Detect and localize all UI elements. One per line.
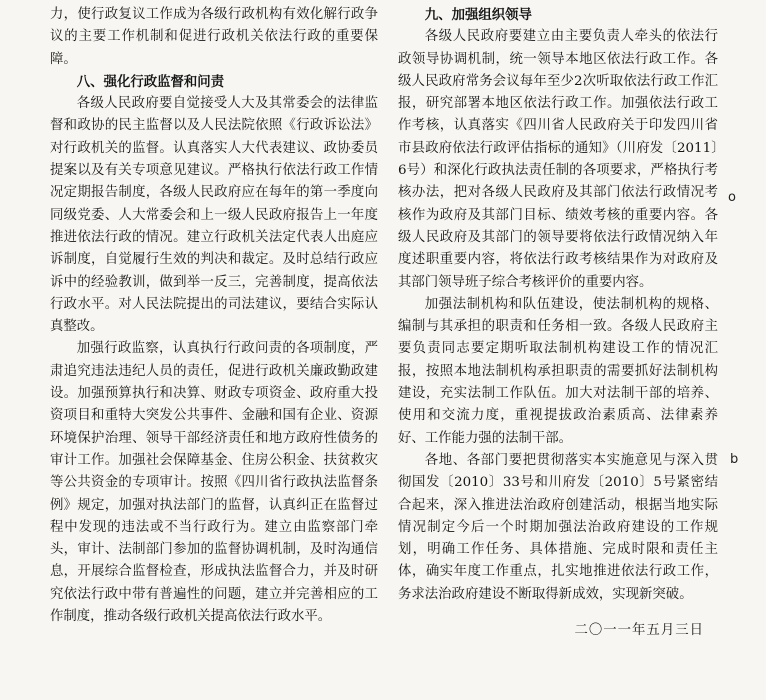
margin-mark: o: [728, 190, 736, 205]
paragraph: 各级人民政府要自觉接受人大及其常委会的法律监督和政协的民主监督以及人民法院依照《行政诉讼法》对行政机关的监督。认真落实人大代表建议、政协委员提案以及有关专项意见建议。严格执行依法行政工作情况定期报告制度，各级人民政府应在每年的第一季度向同级党委、人大常委会和上一级人民政府报告上一年度推进依法行政的情况。建立行政机关法定代表人出庭应诉制度，自觉履行生效的判决和裁定。及时总结行政应诉中的经验教训，做到举一反三，完善制度，提高依法行政水平。对人民法院提出的司法建议，要结合实际认真整改。: [50, 96, 378, 335]
section-heading-8: 八、强化行政监督和问责: [76, 73, 225, 90]
section-heading-9: 九、加强组织领导: [424, 7, 532, 23]
margin-mark: b: [730, 452, 739, 467]
paragraph: 加强法制机构和队伍建设，使法制机构的规格、编制与其承担的职责和任务相一致。各级人民政府主要负责同志要定期听取法制机构建设工作的情况汇报，按照本地法制机构承担职责的需要抓好法制机构建设，充实法制工作队伍。加大对法制干部的培养、使用和交流力度，重视提拔政治素质高、法律素养好、工作能力强的法制干部。: [398, 296, 718, 446]
paragraph: 各级人民政府要建立由主要负责人牵头的依法行政领导协调机制，统一领导本地区依法行政工作。各级人民政府常务会议每年至少2次听取依法行政工作汇报，研究部署本地区依法行政工作。加强依法行政工作考核，认真落实《四川省人民政府关于印发四川省市县政府依法行政评估指标的通知》（川府发〔2011〕6号）和深化行政执法责任制的各项要求，严格执行考核办法，把对各级人民政府及其部门依法行政情况考核作为政府及其部门目标、绩效考核的重要内容。各级人民政府及其部门的领导要将依法行政情况纳入年度述职重要内容，将依法行政考核结果作为对政府及其部门领导班子综合考核评价的重要内容。: [398, 29, 718, 290]
paragraph-continued: 力，使行政复议工作成为各级行政机构有效化解行政争议的主要工作机制和促进行政机关依法行政的重要保障。: [50, 7, 378, 67]
left-column: [50, 4, 378, 628]
right-column: [398, 4, 718, 642]
paragraph: 各地、各部门要把贯彻落实本实施意见与深入贯彻国发〔2010〕33号和川府发〔2010〕5号紧密结合起来，深入推进法治政府创建活动，根据当地实际情况制定今后一个时期加强法治政府建设的工作规划，明确工作任务、具体措施、完成时限和责任主体，确实年度工作重点，扎实地推进依法行政工作，务求法治政府建设不断取得新成效，实现新突破。: [398, 452, 718, 602]
document-date: 二〇一一年五月三日: [574, 623, 704, 639]
paragraph: 加强行政监察，认真执行行政问责的各项制度，严肃追究违法违纪人员的责任，促进行政机关廉政勤政建设。加强预算执行和决算、财政专项资金、政府重大投资项目和重特大突发公共事件、金融和国有企业、资源环境保护治理、领导干部经济责任和地方政府性债务的审计工作。加强社会保障基金、住房公积金、扶贫救灾等公共资金的专项审计。按照《四川省行政执法监督条例》规定，加强对执法部门的监督，认真纠正在监督过程中发现的违法或不当行政行为。建立由监察部门牵头，审计、法制部门参加的监督协调机制，及时沟通信息，开展综合监督检查，形成执法监督合力，并及时研究依法行政中带有普遍性的问题，建立并完善相应的工作制度，推动各级行政机关提高依法行政水平。: [50, 341, 378, 625]
